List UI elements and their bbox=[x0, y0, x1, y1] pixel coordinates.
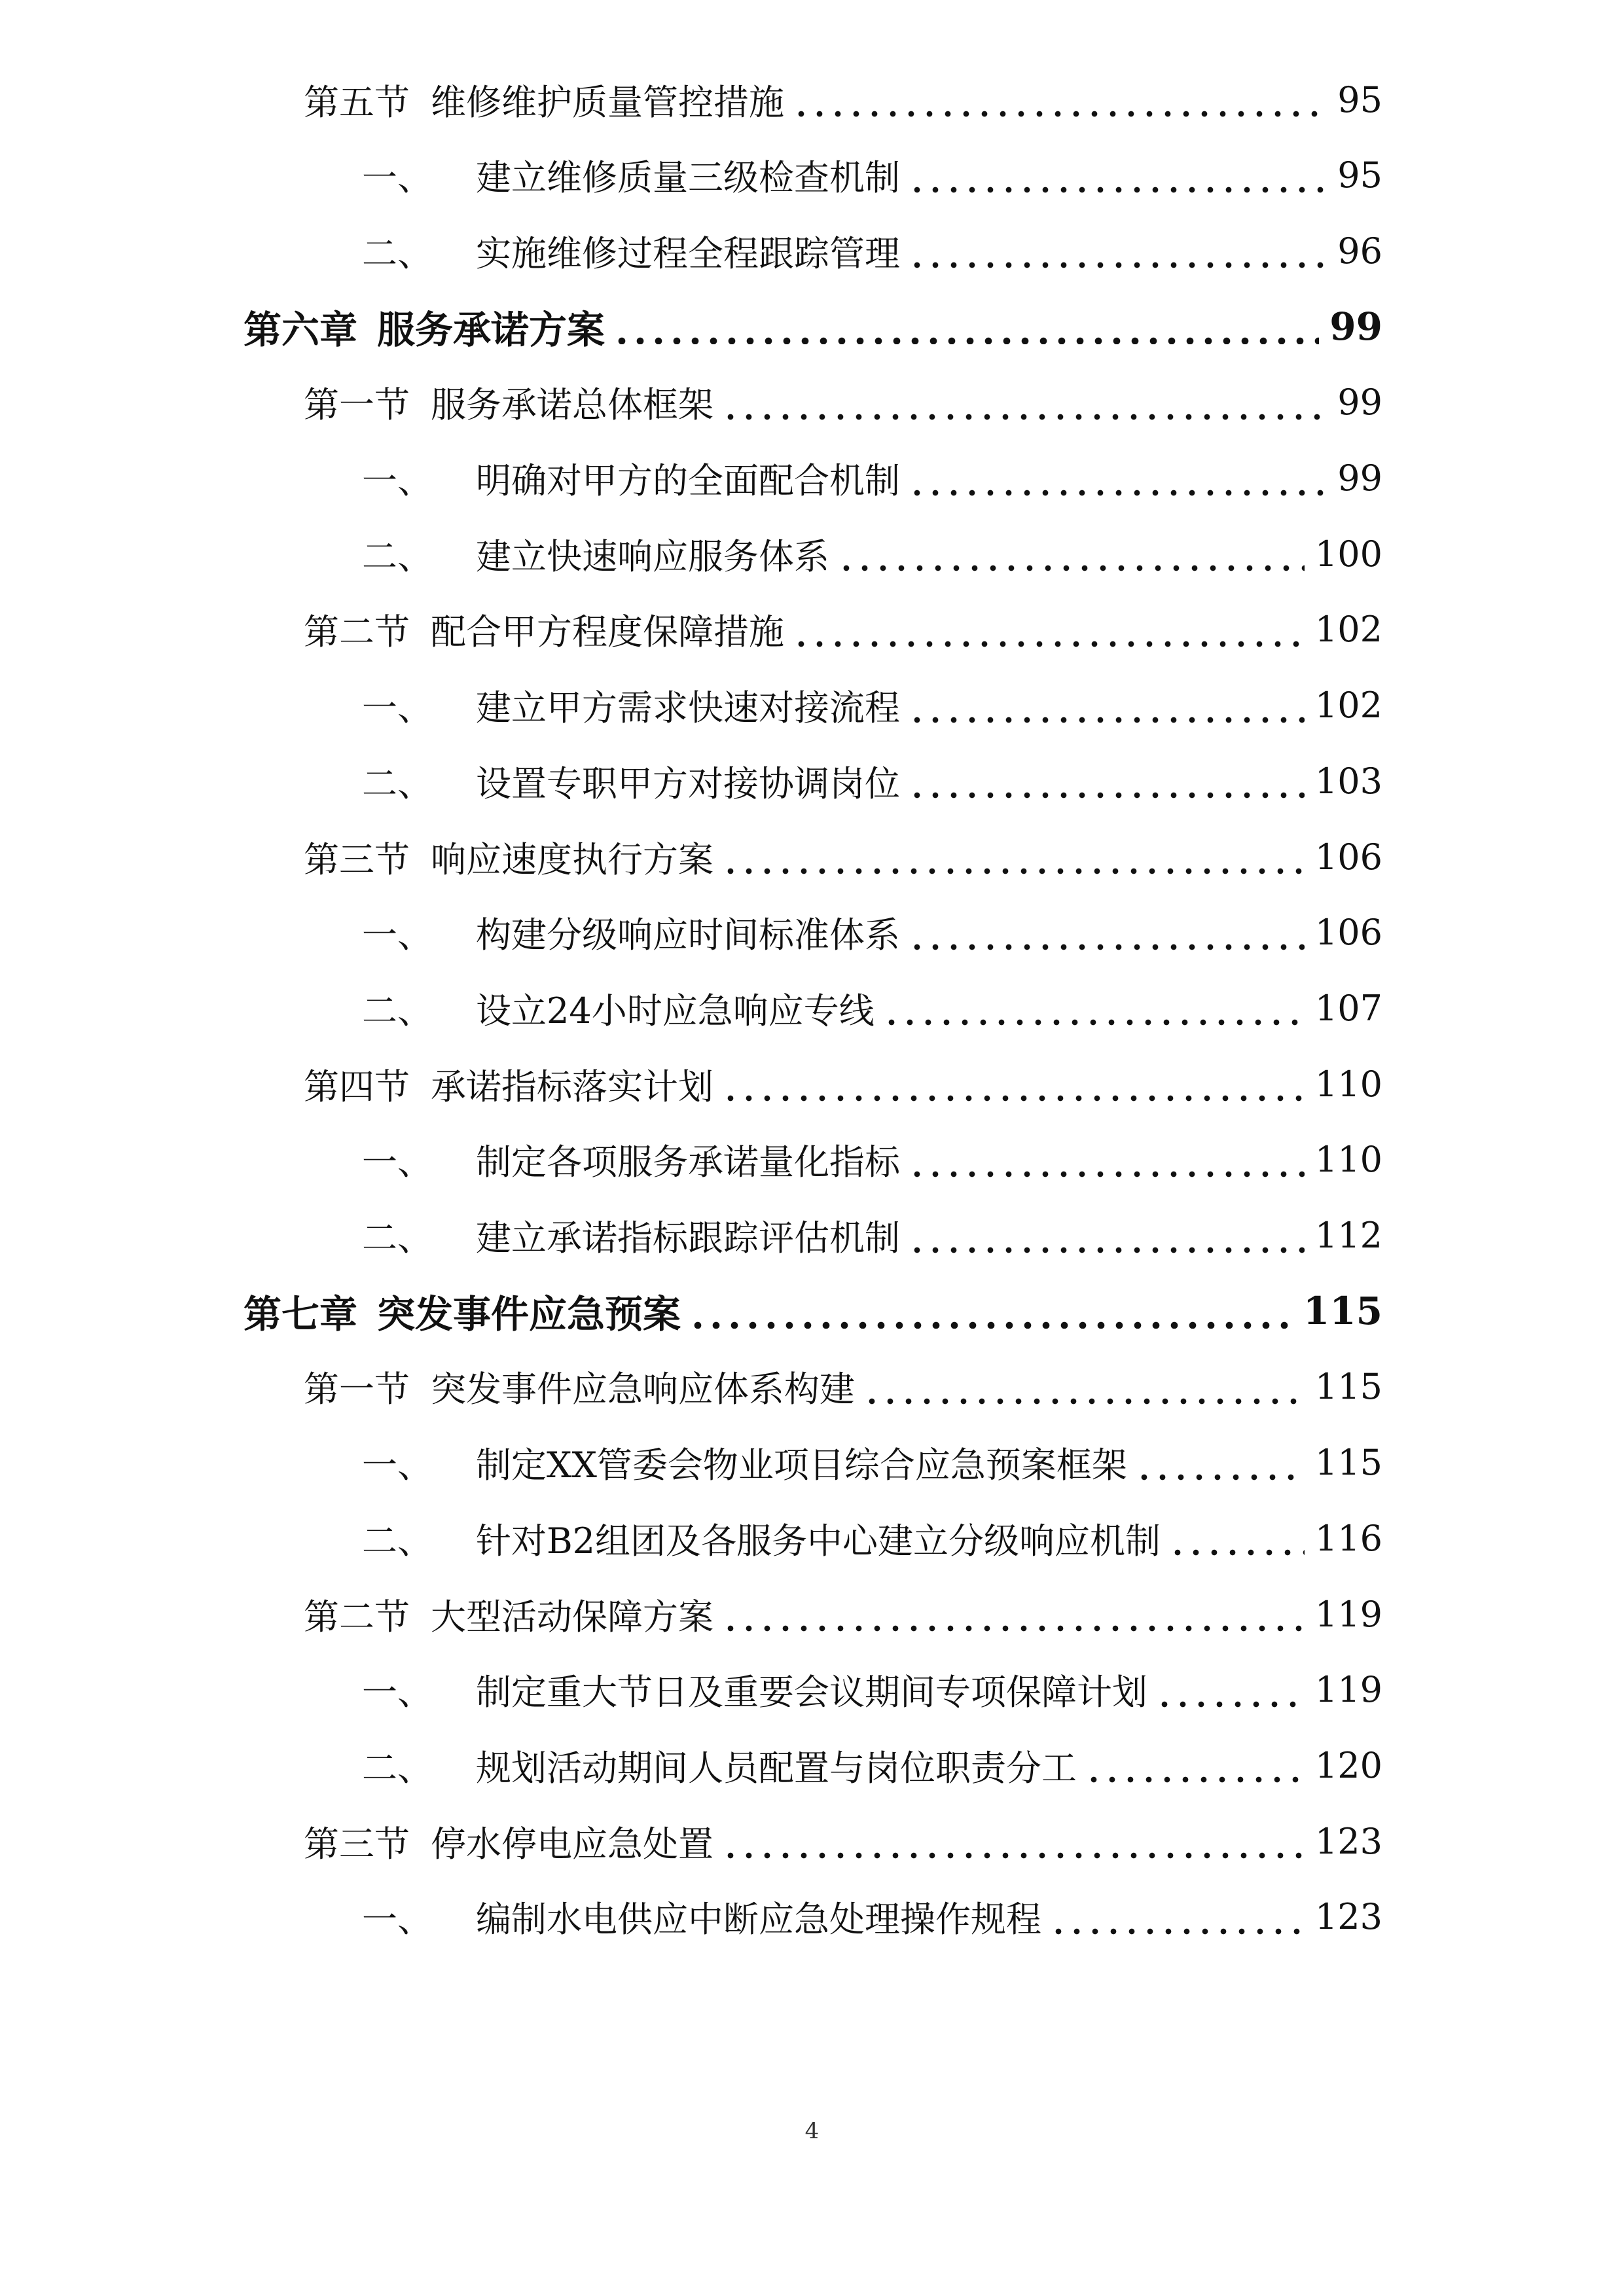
toc-entry-section[interactable] bbox=[304, 63, 1382, 135]
toc-entry-number: 第六章 bbox=[244, 308, 358, 353]
toc-entry-page: 116 bbox=[1314, 1517, 1382, 1559]
toc-entry-number: 第三节 bbox=[304, 1823, 410, 1865]
toc-dot-leader bbox=[689, 1293, 1293, 1329]
toc-entry-item[interactable] bbox=[362, 745, 1382, 817]
toc-entry-page: 107 bbox=[1314, 987, 1382, 1029]
toc-entry-label bbox=[304, 832, 717, 882]
toc-entry-item[interactable] bbox=[362, 1200, 1382, 1272]
toc-entry-page: 110 bbox=[1314, 1139, 1382, 1181]
toc-entry-title: 规划活动期间人员配置与岗位职责分工 bbox=[476, 1747, 1077, 1789]
toc-dot-leader bbox=[908, 158, 1327, 193]
toc-entry-number: 一、 bbox=[362, 1141, 433, 1183]
toc-entry-section[interactable] bbox=[304, 1805, 1382, 1877]
toc-entry-title: 配合甲方程度保障措施 bbox=[431, 611, 784, 653]
toc-entry-section[interactable] bbox=[304, 1578, 1382, 1650]
toc-entry-title: 突发事件应急预案 bbox=[377, 1292, 681, 1337]
toc-entry-page: 115 bbox=[1314, 1442, 1382, 1484]
toc-entry-label bbox=[362, 529, 833, 579]
toc-entry-label bbox=[362, 756, 904, 806]
toc-entry-title: 制定XX管委会物业项目综合应急预案框架 bbox=[476, 1444, 1127, 1486]
toc-entry-label bbox=[304, 604, 788, 655]
toc-entry-number: 第七章 bbox=[244, 1292, 358, 1337]
toc-entry-title: 维修维护质量管控措施 bbox=[431, 81, 784, 123]
toc-entry-number: 第一节 bbox=[304, 1369, 410, 1410]
toc-entry-label bbox=[362, 150, 904, 200]
toc-entry-label bbox=[362, 1892, 1045, 1942]
toc-dot-leader bbox=[908, 1218, 1305, 1253]
toc-entry-item[interactable] bbox=[362, 1654, 1382, 1726]
toc-entry-number: 第四节 bbox=[304, 1066, 410, 1107]
toc-entry-item[interactable] bbox=[362, 670, 1382, 742]
toc-entry-title: 服务承诺总体框架 bbox=[431, 384, 713, 426]
toc-entry-label bbox=[244, 299, 609, 354]
toc-entry-label bbox=[304, 1816, 717, 1867]
toc-dot-leader bbox=[1049, 1899, 1305, 1935]
toc-entry-number: 二、 bbox=[362, 535, 433, 577]
toc-entry-number: 一、 bbox=[362, 460, 433, 501]
toc-entry-section[interactable] bbox=[304, 367, 1382, 439]
toc-entry-label bbox=[362, 983, 878, 1033]
toc-entry-page: 95 bbox=[1337, 79, 1382, 120]
toc-entry-number: 二、 bbox=[362, 232, 433, 274]
toc-entry-title: 服务承诺方案 bbox=[377, 308, 605, 353]
toc-entry-number: 二、 bbox=[362, 1520, 433, 1562]
toc-entry-label bbox=[362, 1513, 1164, 1564]
toc-entry-page: 123 bbox=[1314, 1896, 1382, 1938]
toc-entry-label bbox=[362, 1134, 904, 1185]
toc-dot-leader bbox=[863, 1369, 1305, 1405]
toc-entry-title: 停水停电应急处置 bbox=[431, 1823, 713, 1865]
toc-entry-label bbox=[362, 1210, 904, 1261]
toc-entry-page: 115 bbox=[1314, 1366, 1382, 1408]
toc-entry-label bbox=[362, 1740, 1081, 1791]
toc-entry-title: 承诺指标落实计划 bbox=[431, 1066, 713, 1107]
toc-entry-title: 建立承诺指标跟踪评估机制 bbox=[476, 1217, 900, 1259]
toc-entry-label bbox=[362, 1437, 1131, 1488]
toc-dot-leader bbox=[721, 1596, 1305, 1632]
toc-entry-number: 一、 bbox=[362, 1672, 433, 1713]
toc-entry-label bbox=[244, 1283, 685, 1338]
toc-entry-chapter[interactable] bbox=[244, 1275, 1382, 1347]
toc-entry-item[interactable] bbox=[362, 897, 1382, 969]
toc-entry-page: 100 bbox=[1314, 533, 1382, 575]
toc-entry-page: 96 bbox=[1337, 230, 1382, 272]
toc-entry-page: 112 bbox=[1314, 1215, 1382, 1256]
toc-entry-number: 第五节 bbox=[304, 81, 410, 123]
toc-entry-page: 106 bbox=[1314, 836, 1382, 878]
toc-dot-leader bbox=[721, 385, 1327, 420]
toc-entry-number: 二、 bbox=[362, 1747, 433, 1789]
toc-entry-item[interactable] bbox=[362, 972, 1382, 1044]
toc-entry-number: 一、 bbox=[362, 1899, 433, 1941]
toc-entry-number: 第三节 bbox=[304, 838, 410, 880]
toc-dot-leader bbox=[837, 536, 1305, 571]
toc-entry-number: 二、 bbox=[362, 1217, 433, 1259]
toc-dot-leader bbox=[908, 461, 1327, 496]
toc-entry-item[interactable] bbox=[362, 1502, 1382, 1574]
toc-entry-number: 第二节 bbox=[304, 611, 410, 653]
toc-entry-label bbox=[304, 1589, 717, 1640]
toc-entry-label bbox=[304, 1059, 717, 1109]
toc-entry-chapter[interactable] bbox=[244, 291, 1382, 363]
toc-entry-label bbox=[362, 907, 904, 958]
toc-entry-title: 构建分级响应时间标准体系 bbox=[476, 914, 900, 956]
toc-entry-title: 建立甲方需求快速对接流程 bbox=[476, 687, 900, 729]
toc-entry-page: 106 bbox=[1314, 912, 1382, 954]
toc-dot-leader bbox=[1085, 1748, 1305, 1783]
toc-entry-title: 突发事件应急响应体系构建 bbox=[431, 1369, 855, 1410]
toc-entry-page: 120 bbox=[1314, 1744, 1382, 1786]
toc-entry-number: 第二节 bbox=[304, 1596, 410, 1638]
toc-entry-item[interactable] bbox=[362, 518, 1382, 590]
toc-entry-page: 115 bbox=[1303, 1289, 1382, 1334]
toc-entry-section[interactable] bbox=[304, 594, 1382, 666]
toc-entry-title: 设立24小时应急响应专线 bbox=[476, 990, 875, 1031]
toc-entry-title: 实施维修过程全程跟踪管理 bbox=[476, 232, 900, 274]
toc-dot-leader bbox=[908, 233, 1327, 268]
toc-entry-page: 110 bbox=[1314, 1063, 1382, 1105]
toc-dot-leader bbox=[721, 839, 1305, 874]
toc-entry-page: 99 bbox=[1337, 382, 1382, 423]
toc-dot-leader bbox=[721, 1066, 1305, 1102]
toc-entry-title: 大型活动保障方案 bbox=[431, 1596, 713, 1638]
toc-entry-page: 119 bbox=[1314, 1593, 1382, 1635]
toc-dot-leader bbox=[1155, 1672, 1305, 1708]
toc-entry-label bbox=[362, 1664, 1151, 1715]
toc-entry-label bbox=[304, 75, 788, 125]
toc-entry-title: 建立维修质量三级检查机制 bbox=[476, 157, 900, 199]
toc-entry-label bbox=[362, 226, 904, 276]
toc-entry-number: 二、 bbox=[362, 762, 433, 804]
toc-entry-number: 一、 bbox=[362, 157, 433, 199]
toc-entry-label bbox=[362, 680, 904, 730]
toc-entry-page: 99 bbox=[1329, 304, 1382, 350]
toc-dot-leader bbox=[908, 763, 1305, 798]
toc-dot-leader bbox=[1168, 1520, 1305, 1556]
toc-entry-item[interactable] bbox=[362, 1427, 1382, 1499]
toc-dot-leader bbox=[792, 82, 1327, 117]
toc-entry-title: 制定各项服务承诺量化指标 bbox=[476, 1141, 900, 1183]
toc-entry-item[interactable] bbox=[362, 139, 1382, 211]
toc-entry-item[interactable] bbox=[362, 442, 1382, 514]
toc-entry-number: 二、 bbox=[362, 990, 433, 1031]
toc-entry-label bbox=[304, 1361, 859, 1412]
toc-dot-leader bbox=[882, 990, 1305, 1026]
toc-entry-title: 设置专职甲方对接协调岗位 bbox=[476, 762, 900, 804]
toc-dot-leader bbox=[613, 309, 1319, 344]
toc-entry-number: 一、 bbox=[362, 1444, 433, 1486]
toc-entry-section[interactable] bbox=[304, 821, 1382, 893]
toc-entry-title: 编制水电供应中断应急处理操作规程 bbox=[476, 1899, 1041, 1941]
toc-dot-leader bbox=[1135, 1445, 1305, 1480]
toc-entry-page: 119 bbox=[1314, 1669, 1382, 1711]
toc-entry-title: 制定重大节日及重要会议期间专项保障计划 bbox=[476, 1672, 1147, 1713]
toc-dot-leader bbox=[721, 1823, 1305, 1859]
toc-entry-number: 第一节 bbox=[304, 384, 410, 426]
toc-entry-page: 103 bbox=[1314, 760, 1382, 802]
toc-entry-title: 响应速度执行方案 bbox=[431, 838, 713, 880]
toc-entry-item[interactable] bbox=[362, 215, 1382, 287]
toc-entry-label bbox=[304, 377, 717, 427]
toc-dot-leader bbox=[908, 915, 1305, 950]
toc-entry-number: 一、 bbox=[362, 687, 433, 729]
page-number: 4 bbox=[804, 2118, 820, 2144]
toc-entry-label bbox=[362, 453, 904, 503]
toc-dot-leader bbox=[908, 1142, 1305, 1177]
toc-entry-title: 针对B2组团及各服务中心建立分级响应机制 bbox=[476, 1520, 1161, 1562]
toc-entry-title: 建立快速响应服务体系 bbox=[476, 535, 829, 577]
toc-dot-leader bbox=[792, 612, 1305, 647]
toc-entry-item[interactable] bbox=[362, 1729, 1382, 1801]
toc-entry-section[interactable] bbox=[304, 1351, 1382, 1423]
toc-dot-leader bbox=[908, 688, 1305, 723]
toc-entry-section[interactable] bbox=[304, 1048, 1382, 1120]
toc-entry-page: 95 bbox=[1337, 154, 1382, 196]
toc-entry-page: 102 bbox=[1314, 609, 1382, 651]
toc-entry-page: 99 bbox=[1337, 457, 1382, 499]
toc-entry-item[interactable] bbox=[362, 1124, 1382, 1196]
toc-entry-number: 一、 bbox=[362, 914, 433, 956]
toc-entry-item[interactable] bbox=[362, 1881, 1382, 1953]
toc-entry-page: 123 bbox=[1314, 1820, 1382, 1862]
toc-entry-page: 102 bbox=[1314, 685, 1382, 726]
toc-entry-title: 明确对甲方的全面配合机制 bbox=[476, 460, 900, 501]
